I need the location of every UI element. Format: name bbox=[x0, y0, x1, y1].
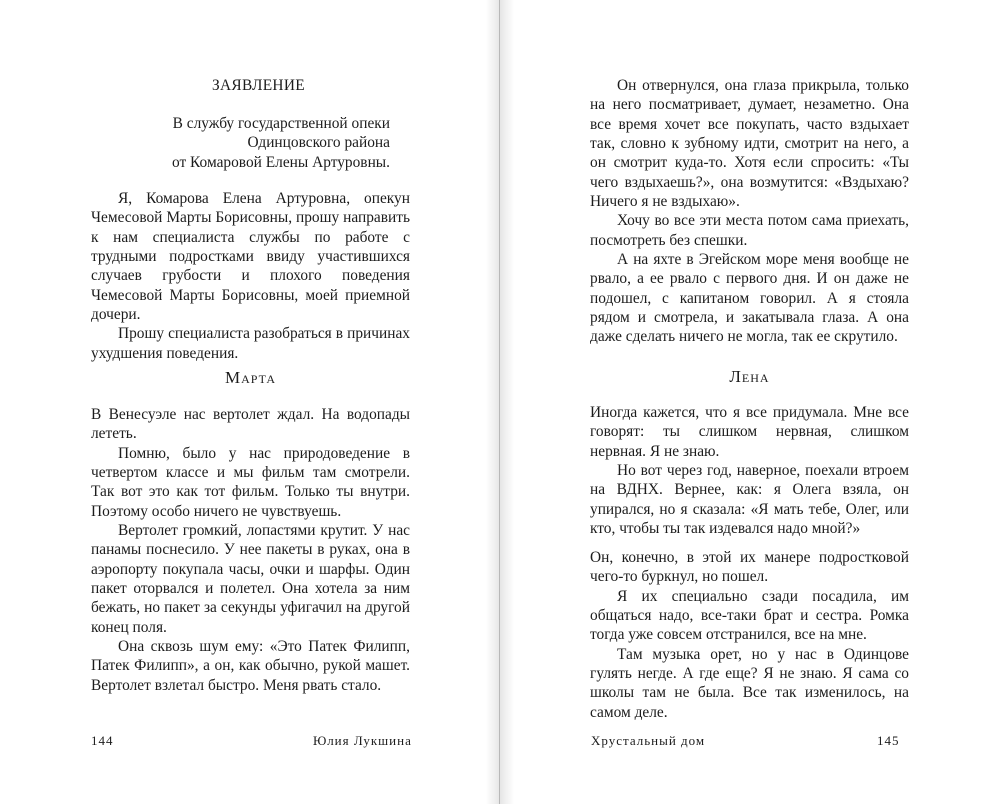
lena-section-text-continued bbox=[590, 548, 909, 722]
right-top-text bbox=[590, 76, 909, 347]
statement-paragraph: Я, Комарова Елена Артуровна, опекун Чемесовой Марты Борисовны, прошу направить к нам специалиста службы по работе с трудными подростками ввиду участившихся случаев грубости и плохого поведения Чемесовой Марты Борисовны, моей приемной дочери. bbox=[91, 190, 410, 324]
statement-title: ЗАЯВЛЕНИЕ bbox=[212, 77, 305, 94]
addressee-line: Одинцовского района bbox=[247, 134, 390, 152]
statement-addressee bbox=[150, 114, 390, 172]
gutter-shadow-left bbox=[486, 0, 500, 804]
paragraph: Я их специально сзади посадила, им общаться надо, все-таки брат и сестра. Ромка тогда уже совсем отстранился, все на мне. bbox=[590, 587, 909, 644]
paragraph: Он, конечно, в этой их манере подростковой чего-то буркнул, но пошел. bbox=[590, 549, 909, 586]
page-number-left: 144 bbox=[91, 733, 114, 748]
addressee-line: В службу государственной опеки bbox=[172, 115, 390, 132]
right-page bbox=[500, 0, 1000, 804]
paragraph: Иногда кажется, что я все придумала. Мне все говорят: ты слишком нервная, слишком нервная. Я не знаю. bbox=[590, 404, 909, 460]
paragraph: Помню, было у нас природоведение в четвертом классе и мы фильм там смотрели. Так вот это как тот фильм. Только ты внутри. Поэтому особо ничего не чувствуешь. bbox=[91, 444, 410, 520]
section-heading-lena: Лена bbox=[729, 367, 770, 386]
statement-paragraph: Прошу специалиста разобраться в причинах ухудшения поведения. bbox=[91, 325, 410, 362]
statement-body bbox=[91, 189, 410, 363]
paragraph: Там музыка орет, но у нас в Одинцове гулять негде. А где еще? Я не знаю. Я сама со школы там не была. Все так изменилось, на самом деле. bbox=[590, 645, 909, 721]
paragraph: Он отвернулся, она глаза прикрыла, только на него посматривает, думает, незаметно. Она все время хочет все покупать, часто вздыхает так, словно к зубному идти, смотрит на него, а он смотрит куда-то. Хотя если спросить: «Ты чего вздыхаешь?», она возмутится: «Вздыхаю? Ничего я не вздыхаю». bbox=[590, 77, 909, 211]
lena-section-text bbox=[590, 403, 909, 538]
running-footer-title: Хрустальный дом bbox=[591, 733, 706, 748]
page-number-right: 145 bbox=[877, 733, 900, 748]
paragraph: Хочу во все эти места потом сама приехать, посмотреть без спешки. bbox=[590, 212, 909, 249]
spine-fold bbox=[499, 0, 500, 804]
running-footer-author: Юлия Лукшина bbox=[313, 733, 412, 748]
section-heading-marta: Марта bbox=[224, 368, 276, 387]
paragraph: В Венесуэле нас вертолет ждал. На водопады лететь. bbox=[91, 406, 410, 443]
paragraph: Она сквозь шум ему: «Это Патек Филипп, Патек Филипп», а он, как обычно, рукой машет. Вертолет взлетал быстро. Меня рвать стало. bbox=[91, 638, 410, 694]
paragraph: А на яхте в Эгейском море меня вообще не рвало, а ее рвало с первого дня. И он даже не подошел, с капитаном говорил. А я стояла рядом и смотрела, и закатывала глаза. А она даже сделать ничего не могла, так ее скрутило. bbox=[590, 251, 909, 346]
gutter-shadow-right bbox=[500, 0, 514, 804]
paragraph: Вертолет громкий, лопастями крутит. У нас панамы поснесило. У нее пакеты в руках, она в аэропорту покупала часы, очки и шарфы. Один пакет оторвался и полетел. Она хотела за ним бежать, но пакет за секунды уфигачил на другой конец поля. bbox=[91, 522, 410, 636]
marta-section-text bbox=[91, 405, 410, 695]
addressee-line: от Комаровой Елены Артуровны. bbox=[171, 153, 390, 171]
paragraph: Но вот через год, наверное, поехали втроем на ВДНХ. Вернее, как: я Олега взяла, он упирался, но я сказала: «Я мать тебе, Олег, или кто, чтобы ты так издевался надо мной?» bbox=[590, 462, 909, 538]
